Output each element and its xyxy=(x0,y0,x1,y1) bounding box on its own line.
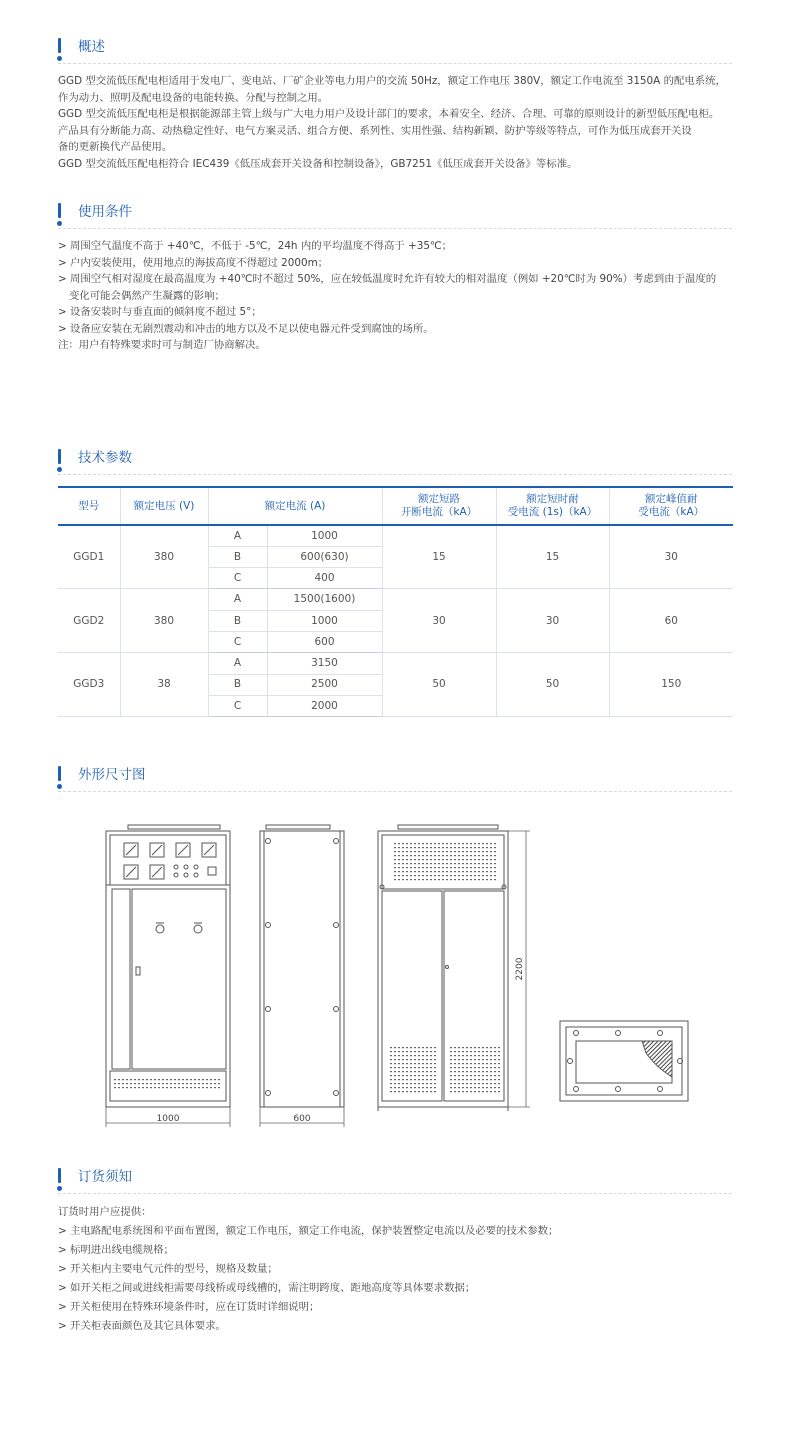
ordering-item: > 开关柜表面颜色及其它具体要求。 xyxy=(58,1320,226,1332)
dimension-depth-label: 600 xyxy=(293,1114,311,1124)
accent-dot xyxy=(57,1186,62,1191)
header-peak xyxy=(609,487,733,525)
header-breaking xyxy=(382,487,496,525)
cell-breaking: 50 xyxy=(382,653,496,717)
section-header-dimensions xyxy=(58,767,732,792)
accent-bar xyxy=(58,203,61,218)
overview-line: GGD 型交流低压配电柜符合 IEC439《低压成套开关设备和控制设备》，GB7251《低压成套开关设备》等标准。 xyxy=(58,157,578,170)
cell-current: 600(630) xyxy=(267,546,382,567)
overview-line: 作为动力、照明及配电设备的电能转换、分配与控制之用。 xyxy=(58,91,329,104)
cell-voltage: 380 xyxy=(120,525,208,589)
plan-view xyxy=(560,1021,688,1101)
overview-line: 备的更新换代产品使用。 xyxy=(58,141,173,153)
ordering-item: > 标明进出线电缆规格； xyxy=(58,1244,174,1256)
cell-short-time: 30 xyxy=(496,589,609,653)
cell-peak: 30 xyxy=(609,525,733,589)
overview-text xyxy=(58,73,738,172)
accent-dot xyxy=(57,467,62,472)
header-short-time xyxy=(496,487,609,525)
header-short-line2: 受电流 (1s)（kA） xyxy=(507,506,598,518)
header-model: 型号 xyxy=(58,487,120,525)
front-view xyxy=(106,825,230,1107)
cell-model: GGD1 xyxy=(58,525,120,589)
accent-dot xyxy=(57,221,62,226)
accent-bar xyxy=(58,38,61,53)
cell-current: 600 xyxy=(267,631,382,652)
cell-peak: 150 xyxy=(609,653,733,717)
side-view xyxy=(260,825,344,1107)
accent-dot xyxy=(57,784,62,789)
section-title-params: 技术参数 xyxy=(78,450,132,466)
section-header-ordering xyxy=(58,1169,732,1194)
condition-item: > 户内安装使用，使用地点的海拔高度不得超过 2000m； xyxy=(58,256,329,269)
cell-current: 2500 xyxy=(267,674,382,695)
table-row xyxy=(58,525,733,546)
cell-grade: C xyxy=(208,568,267,589)
section-title-ordering: 订货须知 xyxy=(78,1169,132,1185)
section-header-conditions xyxy=(58,204,732,229)
condition-note: 注：用户有特殊要求时可与制造厂协商解决。 xyxy=(58,339,266,351)
header-breaking-line2: 开断电流（kA） xyxy=(400,506,478,518)
dimension-width-label: 1000 xyxy=(156,1114,180,1124)
header-current: 额定电流 (A) xyxy=(208,487,382,525)
ordering-item: > 主电路配电系统图和平面布置图，额定工作电压，额定工作电流，保护装置整定电流以及必要的技术参数； xyxy=(58,1225,559,1237)
header-breaking-line1: 额定短路 xyxy=(418,493,460,505)
cell-grade: B xyxy=(208,610,267,631)
header-peak-line1: 额定峰值耐 xyxy=(645,493,698,505)
section-title-conditions: 使用条件 xyxy=(78,204,132,220)
cell-voltage: 380 xyxy=(120,589,208,653)
rear-view xyxy=(378,825,508,1111)
cell-model: GGD3 xyxy=(58,653,120,717)
overview-line: GGD 型交流低压配电柜适用于发电厂、变电站、厂矿企业等电力用户的交流 50Hz，额定工作电压 380V，额定工作电流至 3150A 的配电系统， xyxy=(58,75,726,87)
cell-current: 400 xyxy=(267,568,382,589)
section-title-dimensions: 外形尺寸图 xyxy=(78,767,146,783)
spec-header-row xyxy=(58,487,733,525)
cell-peak: 60 xyxy=(609,589,733,653)
accent-bar xyxy=(58,449,61,464)
condition-item: > 周围空气相对湿度在最高温度为 +40℃时不超过 50%，应在较低温度时允许有较大的相对温度（例如 +20℃时为 90%）考虑到由于温度的 xyxy=(58,273,717,285)
cell-short-time: 15 xyxy=(496,525,609,589)
ordering-list xyxy=(58,1203,738,1336)
ordering-item: > 如开关柜之间或进线柜需要母线桥或母线槽的，需注明跨度、距地高度等具体要求数据； xyxy=(58,1282,476,1294)
cell-current: 1000 xyxy=(267,525,382,546)
cell-voltage: 38 xyxy=(120,653,208,717)
condition-item: > 设备应安装在无剧烈震动和冲击的地方以及不足以使电器元件受到腐蚀的场所。 xyxy=(58,322,434,335)
spec-table xyxy=(58,486,733,717)
cell-grade: B xyxy=(208,546,267,567)
cell-short-time: 50 xyxy=(496,653,609,717)
table-row xyxy=(58,589,733,610)
conditions-list xyxy=(58,238,738,354)
cell-current: 1000 xyxy=(267,610,382,631)
condition-item: > 周围空气温度不高于 +40℃，不低于 -5℃，24h 内的平均温度不得高于 +35℃； xyxy=(58,240,453,252)
cabinet-dimension-drawing xyxy=(90,815,710,1135)
accent-bar xyxy=(58,766,61,781)
condition-item: > 设备安装时与垂直面的倾斜度不超过 5°； xyxy=(58,306,262,318)
cell-grade: C xyxy=(208,695,267,716)
accent-dot xyxy=(57,56,62,61)
section-header-overview xyxy=(58,39,732,64)
section-title-overview: 概述 xyxy=(78,39,105,55)
cell-current: 1500(1600) xyxy=(267,589,382,610)
header-voltage: 额定电压 (V) xyxy=(120,487,208,525)
cell-grade: B xyxy=(208,674,267,695)
accent-bar xyxy=(58,1168,61,1183)
header-short-line1: 额定短时耐 xyxy=(526,493,579,505)
ordering-item: > 开关柜使用在特殊环境条件时，应在订货时详细说明； xyxy=(58,1301,320,1313)
cell-grade: A xyxy=(208,525,267,546)
cell-breaking: 30 xyxy=(382,589,496,653)
ordering-item: 订货时用户应提供： xyxy=(58,1206,152,1218)
section-header-params xyxy=(58,450,732,475)
table-row xyxy=(58,653,733,674)
cell-current: 3150 xyxy=(267,653,382,674)
cell-breaking: 15 xyxy=(382,525,496,589)
cell-current: 2000 xyxy=(267,695,382,716)
overview-line: 产品具有分断能力高、动热稳定性好、电气方案灵活、组合方便、系列性、实用性强、结构新颖、防护等级等特点，可作为低压成套开关设 xyxy=(58,124,692,137)
header-peak-line2: 受电流（kA） xyxy=(638,506,705,518)
ordering-item: > 开关柜内主要电气元件的型号，规格及数量； xyxy=(58,1263,278,1275)
dimension-height-label: 2200 xyxy=(515,957,525,981)
cell-grade: A xyxy=(208,589,267,610)
cell-grade: C xyxy=(208,631,267,652)
cell-grade: A xyxy=(208,653,267,674)
cell-model: GGD2 xyxy=(58,589,120,653)
overview-line: GGD 型交流低压配电柜是根据能源部主管上级与广大电力用户及设计部门的要求，本着安全、经济、合理、可靠的原则设计的新型低压配电柜。 xyxy=(58,108,720,120)
condition-item-continued: 变化可能会偶然产生凝露的影响； xyxy=(69,289,225,302)
